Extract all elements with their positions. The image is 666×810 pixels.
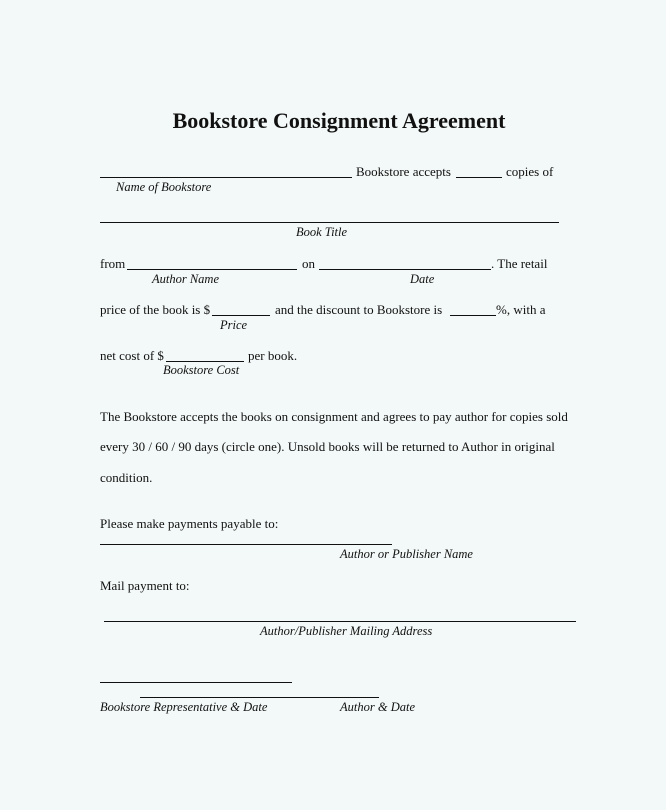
page-title: Bookstore Consignment Agreement xyxy=(172,108,506,133)
paragraph-line-3: condition. xyxy=(100,470,153,485)
bookstore-name-caption: Name of Bookstore xyxy=(116,180,212,194)
mail-label: Mail payment to: xyxy=(100,578,190,593)
mailing-address-caption: Author/Publisher Mailing Address xyxy=(260,624,433,638)
from-text: from xyxy=(100,256,126,271)
percent-text: %, with a xyxy=(496,302,546,317)
author-name-line[interactable] xyxy=(127,269,297,270)
net-cost-text: net cost of $ xyxy=(100,348,164,363)
date-caption: Date xyxy=(410,272,435,286)
accepts-text: Bookstore accepts xyxy=(356,164,451,179)
mailing-address-line[interactable] xyxy=(104,621,576,622)
author-signature-caption: Author & Date xyxy=(340,700,415,714)
retail-text: . The retail xyxy=(491,256,548,271)
bookstore-signature-line[interactable] xyxy=(100,682,292,683)
on-text: on xyxy=(302,256,315,271)
discount-line[interactable] xyxy=(450,315,496,316)
price-text: price of the book is $ xyxy=(100,302,211,317)
payments-label: Please make payments payable to: xyxy=(100,516,279,531)
price-line[interactable] xyxy=(212,315,270,316)
net-cost-line[interactable] xyxy=(166,361,244,362)
payee-name-caption: Author or Publisher Name xyxy=(340,547,473,561)
bookstore-signature-caption: Bookstore Representative & Date xyxy=(100,700,268,714)
date-line[interactable] xyxy=(319,269,491,270)
book-title-line[interactable] xyxy=(100,222,559,223)
author-signature-line[interactable] xyxy=(140,697,379,698)
author-name-caption: Author Name xyxy=(152,272,220,286)
price-caption: Price xyxy=(220,318,248,332)
per-book-text: per book. xyxy=(248,348,298,363)
paragraph-line-2: every 30 / 60 / 90 days (circle one). Unsold books will be returned to Author in original xyxy=(100,439,555,454)
bookstore-name-line[interactable] xyxy=(100,177,352,178)
book-title-caption: Book Title xyxy=(296,225,348,239)
discount-text: and the discount to Bookstore is xyxy=(275,302,443,317)
paragraph-line-1: The Bookstore accepts the books on consignment and agrees to pay author for copies sold xyxy=(100,409,568,424)
net-cost-caption: Bookstore Cost xyxy=(163,363,240,377)
payee-name-line[interactable] xyxy=(100,544,392,545)
copies-of-text: copies of xyxy=(506,164,554,179)
copies-count-line[interactable] xyxy=(456,177,502,178)
